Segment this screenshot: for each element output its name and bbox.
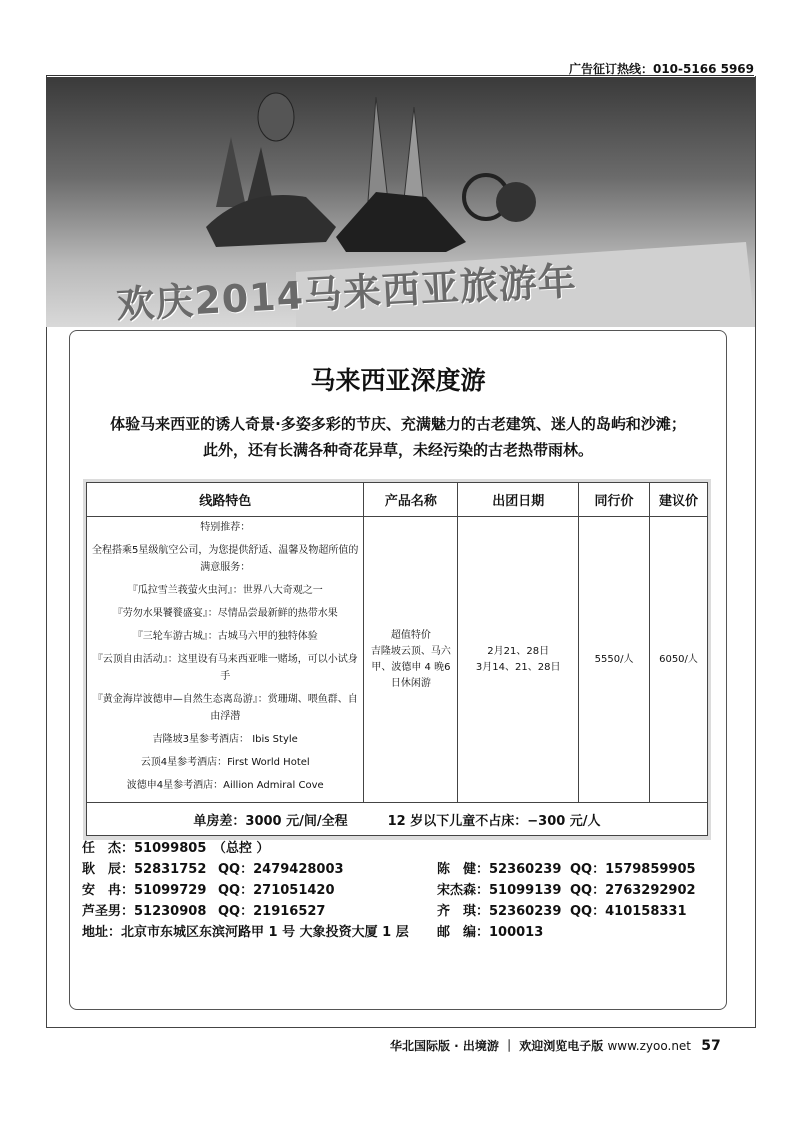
tour-title: 马来西亚深度游 [310, 366, 486, 395]
tour-intro [90, 411, 706, 463]
feature-item: 波德申4星参考酒店：Aillion Admiral Cove [126, 780, 324, 791]
features-cell [87, 517, 364, 803]
contact-row [82, 922, 722, 943]
contact-qq: QQ：271051420 [218, 883, 335, 898]
footer-section: 华北国际版 · 出境游 ｜ 欢迎浏览电子版 [390, 1039, 604, 1053]
ad-hotline: 广告征订热线：010-5166 5969 [568, 62, 754, 76]
feature-item: 『三轮车游古城』：古城马六甲的独特体验 [132, 631, 318, 642]
peer-price-cell: 5550/人 [579, 517, 650, 803]
contact-row [82, 901, 722, 922]
contact-qq: QQ：2479428003 [218, 862, 344, 877]
contact-qq: QQ：410158331 [570, 904, 687, 919]
contact-phone: 陈 健：52360239 [437, 862, 562, 877]
route-table [86, 482, 708, 803]
fee-row [86, 802, 708, 836]
suggested-price-cell: 6050/人 [650, 517, 708, 803]
tour-card [69, 330, 727, 1010]
route-table-wrapper [83, 479, 711, 840]
banner-title: 欢庆2014马来西亚旅游年 [115, 258, 578, 327]
col-header-features: 线路特色 [87, 483, 364, 517]
page-footer [390, 1037, 721, 1054]
intro-line-1: 体验马来西亚的诱人奇景·多姿多彩的节庆、充满魅力的古老建筑、迷人的岛屿和沙滩； [110, 415, 686, 433]
contact-row [82, 859, 722, 880]
intro-line-2: 此外，还有长满各种奇花异草，未经污染的古老热带雨林。 [202, 441, 593, 459]
child-policy: 12 岁以下儿童不占床：−300 元/人 [387, 813, 601, 829]
feature-item: 『黄金海岸波德申—自然生态离岛游』：赏珊瑚、喂鱼群、自由浮潜 [92, 694, 358, 722]
feature-item: 吉隆坡3星参考酒店： Ibis Style [152, 734, 298, 745]
dates-cell: 2月21、28日 3月14、21、28日 [458, 517, 579, 803]
feature-item: 全程搭乘5星级航空公司，为您提供舒适、温馨及物超所值的满意服务： [92, 545, 359, 573]
single-supplement: 单房差：3000 元/间/全程 [193, 813, 348, 829]
contact-lead: 任 杰：51099805 （总控 ） [82, 841, 270, 856]
feature-item: 『云顶自由活动』：这里设有马来西亚唯一赌场，可以小试身手 [92, 654, 358, 682]
feature-item: 『瓜拉雪兰莪萤火虫河』：世界八大奇观之一 [127, 585, 323, 596]
feature-item: 云顶4星参考酒店：First World Hotel [140, 757, 310, 768]
col-header-product: 产品名称 [364, 483, 458, 517]
contact-row [82, 838, 722, 859]
table-header-row [87, 483, 708, 517]
col-header-suggested-price: 建议价 [650, 483, 708, 517]
contact-qq: QQ：21916527 [218, 904, 326, 919]
contact-phone: 齐 琪：52360239 [437, 904, 562, 919]
contacts [82, 838, 722, 943]
table-row [87, 517, 708, 803]
contact-phone: 芦圣男：51230908 [82, 904, 207, 919]
contact-phone: 安 冉：51099729 [82, 883, 207, 898]
balloon-icon [258, 93, 294, 141]
postcode: 邮 编：100013 [437, 925, 544, 940]
col-header-dates: 出团日期 [458, 483, 579, 517]
banner [46, 77, 755, 327]
contact-row [82, 880, 722, 901]
contact-qq: QQ：1579859905 [570, 862, 696, 877]
product-name-cell: 超值特价 吉隆坡云顶、马六甲、波德申 4 晚6日休闲游 [364, 517, 458, 803]
feature-item: 特别推荐： [200, 522, 251, 533]
page-number: 57 [701, 1038, 721, 1054]
contact-qq: QQ：2763292902 [570, 883, 696, 898]
col-header-peer-price: 同行价 [579, 483, 650, 517]
f1-car-icon [336, 192, 466, 252]
motorbike-icon [496, 182, 536, 222]
address: 地址：北京市东城区东滨河路甲 1 号 大象投资大厦 1 层 [82, 925, 409, 940]
feature-item: 『劳勿水果饕餮盛宴』：尽情品尝最新鲜的热带水果 [112, 608, 338, 619]
footer-site-link[interactable]: www.zyoo.net [607, 1039, 692, 1053]
contact-phone: 宋杰森：51099139 [437, 883, 562, 898]
contact-phone: 耿 辰：52831752 [82, 862, 207, 877]
sail-icon [216, 137, 246, 207]
